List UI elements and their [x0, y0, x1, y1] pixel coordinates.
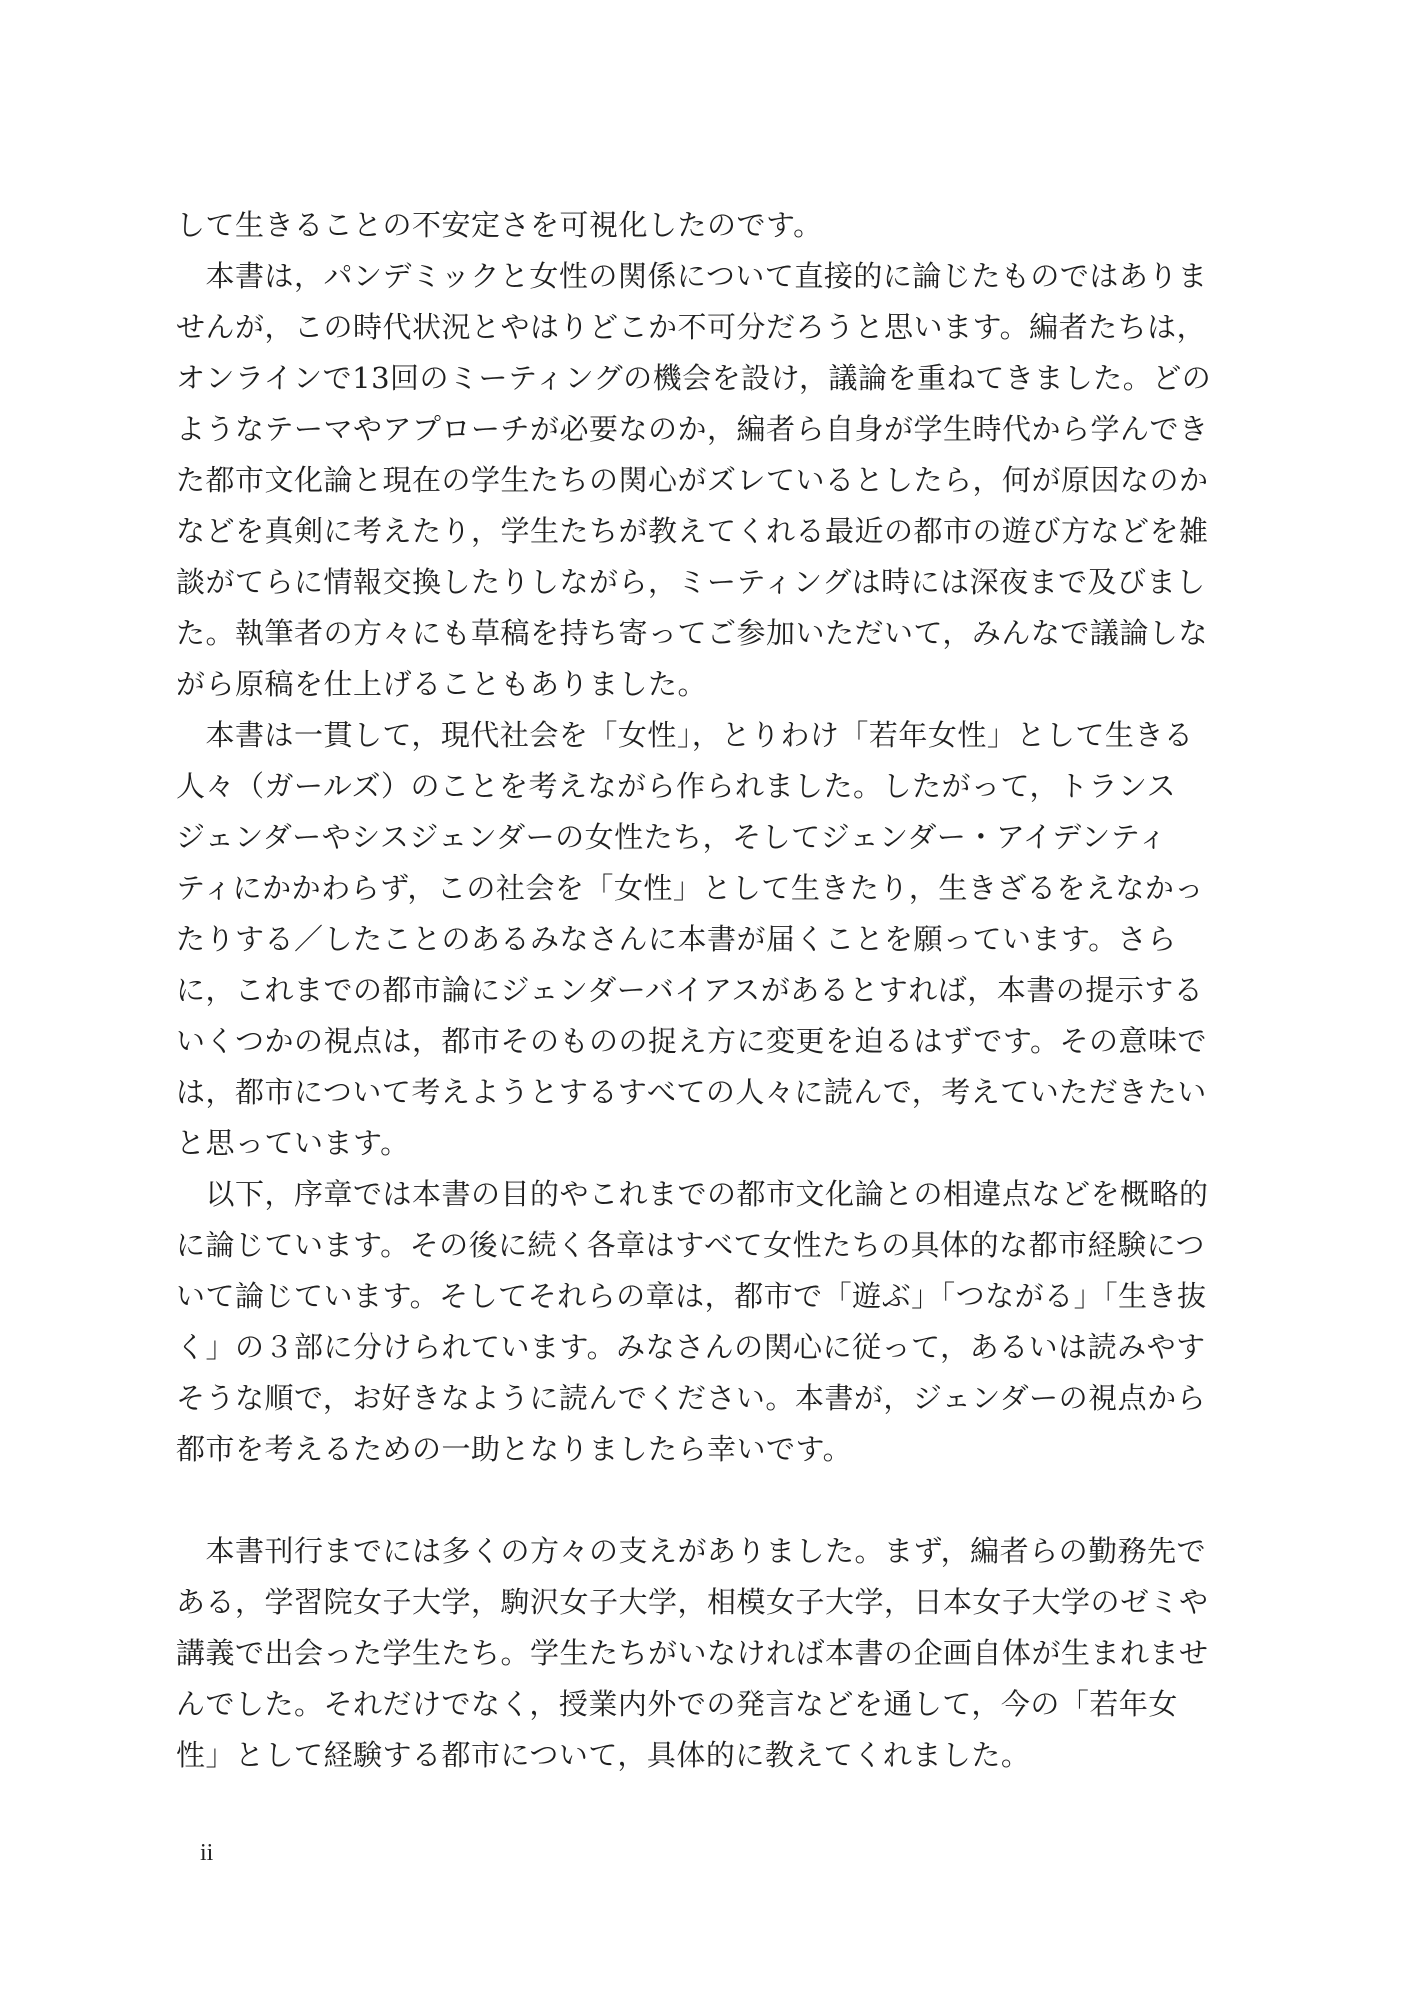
- text-line: せんが，この時代状況とやはりどこか不可分だろうと思います。編者たちは，: [176, 310, 1207, 344]
- text-line: そうな順で，お好きなように読んでください。本書が，ジェンダーの視点から: [176, 1381, 1207, 1415]
- text-line: に，これまでの都市論にジェンダーバイアスがあるとすれば，本書の提示する: [176, 973, 1204, 1007]
- text-line: に論じています。その後に続く各章はすべて女性たちの具体的な都市経験につ: [176, 1228, 1206, 1262]
- text-line: いくつかの視点は，都市そのものの捉え方に変更を迫るはずです。その意味で: [176, 1024, 1208, 1058]
- text-line: く」の３部に分けられています。みなさんの関心に従って，あるいは読みやす: [176, 1330, 1206, 1364]
- text-line: と思っています。: [176, 1126, 410, 1160]
- text-line: 談がてらに情報交換したりしながら，ミーティングは時には深夜まで及びまし: [176, 565, 1206, 599]
- text-line: た。執筆者の方々にも草稿を持ち寄ってご参加いただいて，みんなで議論しな: [176, 616, 1208, 650]
- text-line: んでした。それだけでなく，授業内外での発言などを通して，今の「若年女: [176, 1687, 1178, 1721]
- text-line: 本書は一貫して，現代社会を「女性」，とりわけ「若年女性」として生きる: [176, 718, 1194, 752]
- text-line: 本書は，パンデミックと女性の関係について直接的に論じたものではありま: [176, 259, 1208, 293]
- text-line: た都市文化論と現在の学生たちの関心がズレているとしたら，何が原因なのか: [176, 463, 1209, 497]
- text-line: いて論じています。そしてそれらの章は，都市で「遊ぶ」「つながる」「生き抜: [176, 1279, 1207, 1313]
- text-line: 以下，序章では本書の目的やこれまでの都市文化論との相違点などを概略的: [176, 1177, 1209, 1211]
- text-line: たりする／したことのあるみなさんに本書が届くことを願っています。さら: [176, 922, 1177, 956]
- text-line: がら原稿を仕上げることもありました。: [176, 667, 708, 701]
- text-line: オンラインで13回のミーティングの機会を設け，議論を重ねてきました。どの: [176, 361, 1212, 395]
- text-line: 本書刊行までには多くの方々の支えがありました。まず，編者らの勤務先で: [176, 1534, 1207, 1568]
- body-text: [176, 200, 1236, 1781]
- page-number: ii: [200, 1840, 214, 1866]
- text-line: ティにかかわらず，この社会を「女性」として生きたり，生きざるをえなかっ: [176, 871, 1204, 905]
- text-line: ようなテーマやアプローチが必要なのか，編者ら自身が学生時代から学んでき: [176, 412, 1209, 446]
- text-line: 都市を考えるための一助となりましたら幸いです。: [176, 1432, 853, 1466]
- text-line: ある，学習院女子大学，駒沢女子大学，相模女子大学，日本女子大学のゼミや: [176, 1585, 1209, 1619]
- text-line: ジェンダーやシスジェンダーの女性たち，そしてジェンダー・アイデンティ: [176, 820, 1168, 854]
- paragraph-gap: [176, 1475, 1236, 1526]
- text-line: して生きることの不安定さを可視化したのです。: [176, 208, 823, 242]
- text-line: 講義で出会った学生たち。学生たちがいなければ本書の企画自体が生まれませ: [176, 1636, 1209, 1670]
- text-line: などを真剣に考えたり，学生たちが教えてくれる最近の都市の遊び方などを雑: [176, 514, 1209, 548]
- text-line: 性」として経験する都市について，具体的に教えてくれました。: [176, 1738, 1031, 1772]
- text-line: は，都市について考えようとするすべての人々に読んで，考えていただきたい: [176, 1075, 1207, 1109]
- text-line: 人々（ガールズ）のことを考えながら作られました。したがって，トランス: [176, 769, 1177, 803]
